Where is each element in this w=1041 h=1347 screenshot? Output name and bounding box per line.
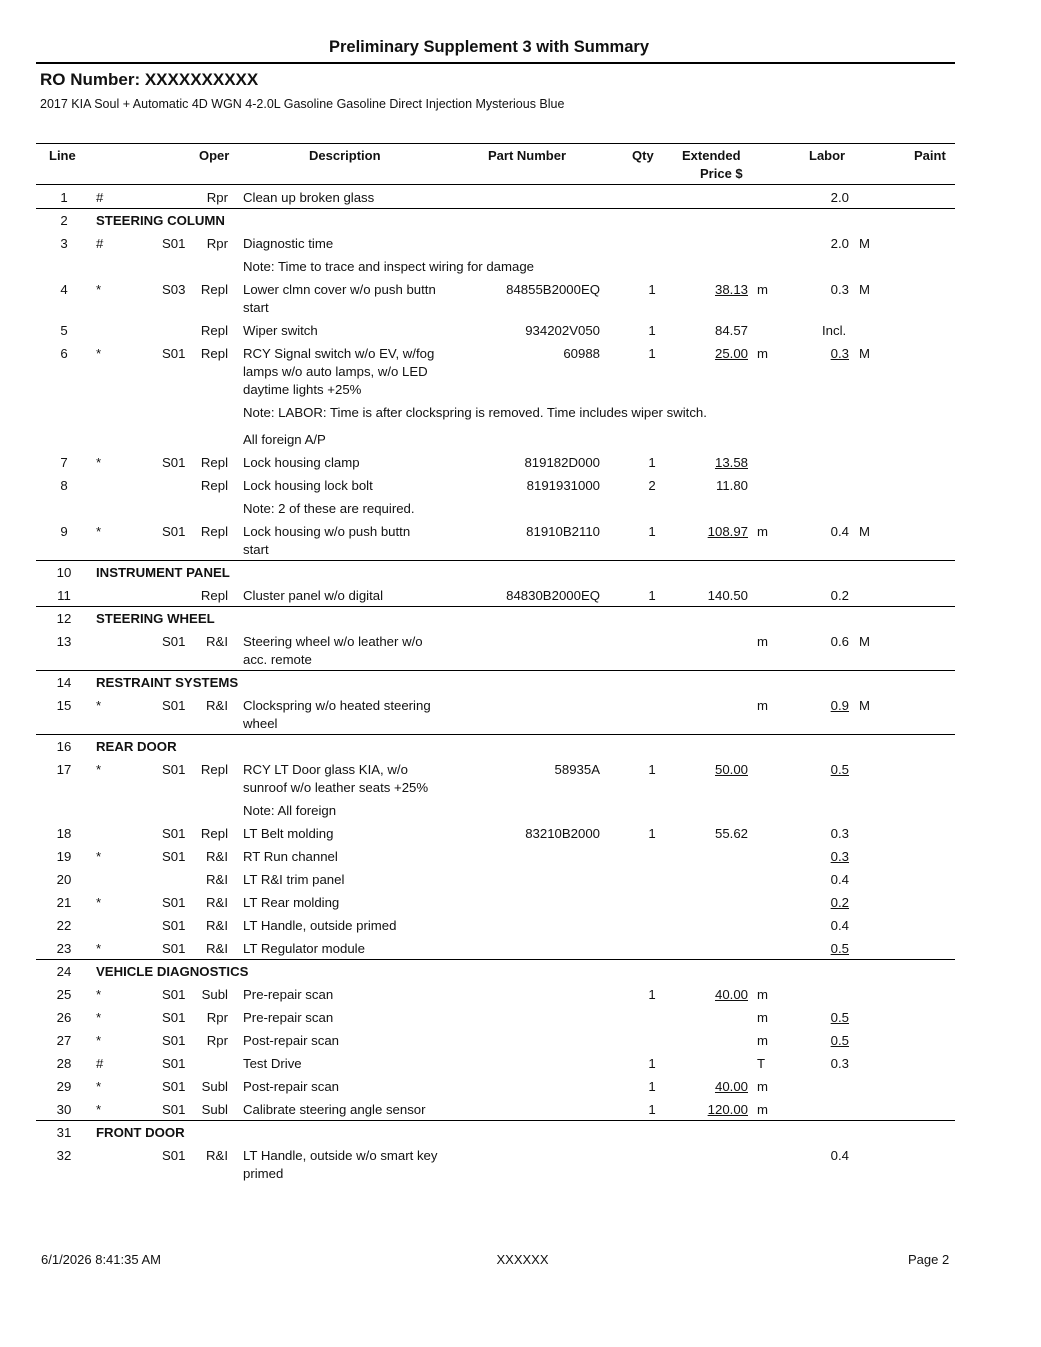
labor-hours: 0.3	[830, 826, 849, 841]
table-top-rule	[36, 143, 955, 144]
line-number: 17	[56, 762, 72, 777]
op-code: S01	[162, 236, 186, 251]
price-flag: m	[757, 1079, 768, 1094]
line-marker: *	[96, 987, 102, 1002]
line-number: 32	[56, 1148, 72, 1163]
price-flag: m	[757, 346, 768, 361]
title-rule	[36, 62, 955, 64]
operation: Rpr	[206, 190, 228, 205]
labor-hours: 0.5	[830, 941, 849, 956]
line-number: 15	[56, 698, 72, 713]
operation: R&I	[206, 634, 228, 649]
line-marker: *	[96, 346, 102, 361]
op-code: S01	[162, 941, 186, 956]
op-code: S01	[162, 634, 186, 649]
operation: R&I	[206, 698, 228, 713]
operation: Rpr	[206, 236, 228, 251]
line-number: 20	[56, 872, 72, 887]
operation: Rpr	[206, 1010, 228, 1025]
section-rule	[36, 1120, 955, 1121]
part-number: 60988	[563, 346, 600, 361]
description: Steering wheel w/o leather w/o acc. remote	[243, 634, 423, 667]
col-header-price: Price $	[700, 166, 743, 181]
operation: Repl	[200, 346, 228, 361]
col-header-oper: Oper	[199, 148, 230, 163]
op-code: S01	[162, 346, 186, 361]
quantity: 1	[648, 588, 656, 603]
part-number: 58935A	[554, 762, 600, 777]
quantity: 2	[648, 478, 656, 493]
operation: R&I	[206, 941, 228, 956]
line-marker: *	[96, 698, 102, 713]
part-number: 81910B2110	[526, 524, 600, 539]
op-code: S01	[162, 1010, 186, 1025]
description: Lock housing w/o push buttn start	[243, 524, 411, 557]
description: Post-repair scan	[243, 1033, 340, 1048]
section-title: REAR DOOR	[96, 739, 177, 754]
description: LT R&I trim panel	[243, 872, 345, 887]
part-number: 84855B2000EQ	[506, 282, 600, 297]
line-number: 3	[60, 236, 68, 251]
line-number: 18	[56, 826, 72, 841]
line-number: 8	[60, 478, 68, 493]
line-number: 21	[56, 895, 72, 910]
line-number: 26	[56, 1010, 72, 1025]
col-header-labor: Labor	[809, 148, 846, 163]
labor-hours: 0.4	[830, 524, 849, 539]
part-number: 83210B2000	[525, 826, 600, 841]
line-marker: #	[96, 236, 104, 251]
operation: R&I	[206, 849, 228, 864]
description: LT Regulator module	[243, 941, 365, 956]
extended-price: 40.00	[714, 987, 748, 1002]
line-number: 16	[56, 739, 72, 754]
extended-price: 140.50	[707, 588, 748, 603]
operation: Repl	[200, 762, 228, 777]
quantity: 1	[648, 524, 656, 539]
labor-flag: M	[859, 698, 870, 713]
section-rule	[36, 670, 955, 671]
labor-hours: 0.3	[830, 346, 849, 361]
note-text: Note: LABOR: Time is after clockspring is removed. Time includes wiper switch.	[243, 405, 707, 420]
quantity: 1	[648, 1102, 656, 1117]
line-number: 13	[56, 634, 72, 649]
operation: R&I	[206, 918, 228, 933]
description: Clockspring w/o heated steering wheel	[243, 698, 431, 731]
quantity: 1	[648, 323, 656, 338]
extended-price: 38.13	[714, 282, 748, 297]
line-number: 22	[56, 918, 72, 933]
labor-flag: M	[859, 282, 870, 297]
extended-price: 50.00	[714, 762, 748, 777]
operation: R&I	[206, 1148, 228, 1163]
labor-hours: 0.3	[830, 849, 849, 864]
description: LT Belt molding	[243, 826, 334, 841]
labor-hours: 0.5	[830, 762, 849, 777]
line-marker: *	[96, 1033, 102, 1048]
line-number: 29	[56, 1079, 72, 1094]
line-number: 12	[56, 611, 72, 626]
description: Lower clmn cover w/o push buttn start	[243, 282, 436, 315]
op-code: S01	[162, 455, 186, 470]
line-marker: *	[96, 1079, 102, 1094]
operation: Repl	[200, 478, 228, 493]
section-title: STEERING WHEEL	[96, 611, 215, 626]
labor-hours: 0.2	[830, 895, 849, 910]
section-rule	[36, 606, 955, 607]
labor-flag: M	[859, 236, 870, 251]
op-code: S01	[162, 849, 186, 864]
operation: Subl	[201, 1079, 228, 1094]
section-rule	[36, 208, 955, 209]
operation: Rpr	[206, 1033, 228, 1048]
description: RCY LT Door glass KIA, w/o sunroof w/o leather seats +25%	[243, 762, 429, 795]
price-flag: m	[757, 1102, 768, 1117]
labor-flag: M	[859, 524, 870, 539]
line-number: 10	[56, 565, 72, 580]
section-title: STEERING COLUMN	[96, 213, 225, 228]
extended-price: 120.00	[707, 1102, 748, 1117]
labor-hours: 0.4	[830, 1148, 849, 1163]
line-marker: *	[96, 849, 102, 864]
part-number: 8191931000	[526, 478, 600, 493]
op-code: S01	[162, 762, 186, 777]
price-flag: m	[757, 634, 768, 649]
op-code: S03	[162, 282, 186, 297]
operation: Repl	[200, 455, 228, 470]
op-code: S01	[162, 698, 186, 713]
operation: R&I	[206, 872, 228, 887]
extended-price: 13.58	[714, 455, 748, 470]
operation: Repl	[200, 323, 228, 338]
part-number: 934202V050	[525, 323, 600, 338]
extended-price: 25.00	[714, 346, 748, 361]
extended-price: 108.97	[707, 524, 748, 539]
op-code: S01	[162, 918, 186, 933]
section-title: RESTRAINT SYSTEMS	[96, 675, 239, 690]
op-code: S01	[162, 826, 186, 841]
description: RCY Signal switch w/o EV, w/fog lamps w/o auto lamps, w/o LED daytime lights +25%	[243, 346, 435, 397]
line-number: 6	[60, 346, 68, 361]
price-flag: m	[757, 1033, 768, 1048]
labor-hours: 0.5	[830, 1010, 849, 1025]
line-number: 28	[56, 1056, 72, 1071]
description: Wiper switch	[243, 323, 318, 338]
price-flag: m	[757, 1010, 768, 1025]
line-number: 2	[60, 213, 68, 228]
labor-hours: 0.4	[830, 918, 849, 933]
page-title: Preliminary Supplement 3 with Summary	[328, 38, 649, 56]
description: Pre-repair scan	[243, 1010, 334, 1025]
footer-timestamp: 6/1/2026 8:41:35 AM	[41, 1252, 161, 1267]
labor-hours: 2.0	[830, 190, 849, 205]
quantity: 1	[648, 762, 656, 777]
line-marker: #	[96, 1056, 104, 1071]
part-number: 84830B2000EQ	[506, 588, 600, 603]
labor-flag: M	[859, 346, 870, 361]
labor-hours: 0.4	[830, 872, 849, 887]
section-title: FRONT DOOR	[96, 1125, 185, 1140]
labor-flag: M	[859, 634, 870, 649]
operation: Repl	[200, 826, 228, 841]
description: Cluster panel w/o digital	[243, 588, 384, 603]
operation: Repl	[200, 524, 228, 539]
labor-hours: 0.6	[830, 634, 849, 649]
col-header-part-number: Part Number	[488, 148, 567, 163]
line-number: 19	[56, 849, 72, 864]
operation: Repl	[200, 588, 228, 603]
op-code: S01	[162, 1102, 186, 1117]
quantity: 1	[648, 826, 656, 841]
labor-hours: 0.3	[830, 282, 849, 297]
line-marker: *	[96, 282, 102, 297]
col-header-qty: Qty	[632, 148, 654, 163]
line-number: 4	[60, 282, 68, 297]
description: Test Drive	[243, 1056, 302, 1071]
line-number: 30	[56, 1102, 72, 1117]
operation: Subl	[201, 1102, 228, 1117]
line-marker: *	[96, 1102, 102, 1117]
line-number: 1	[60, 190, 68, 205]
col-header-extended: Extended	[682, 148, 741, 163]
price-flag: m	[757, 282, 768, 297]
extended-price: 84.57	[714, 323, 748, 338]
line-number: 7	[60, 455, 68, 470]
section-rule	[36, 560, 955, 561]
operation: Subl	[201, 987, 228, 1002]
note-text: Note: Time to trace and inspect wiring for damage	[243, 259, 535, 274]
op-code: S01	[162, 524, 186, 539]
quantity: 1	[648, 346, 656, 361]
quantity: 1	[648, 1056, 656, 1071]
quantity: 1	[648, 455, 656, 470]
description: Post-repair scan	[243, 1079, 340, 1094]
op-code: S01	[162, 987, 186, 1002]
line-marker: *	[96, 524, 102, 539]
col-header-paint: Paint	[914, 148, 946, 163]
line-marker: #	[96, 190, 104, 205]
extended-price: 55.62	[714, 826, 748, 841]
section-title: INSTRUMENT PANEL	[96, 565, 230, 580]
price-flag: m	[757, 698, 768, 713]
labor-hours: 2.0	[830, 236, 849, 251]
description: LT Handle, outside primed	[243, 918, 397, 933]
footer-center: XXXXXX	[496, 1252, 549, 1267]
section-title: VEHICLE DIAGNOSTICS	[96, 964, 249, 979]
operation: R&I	[206, 895, 228, 910]
description: Lock housing lock bolt	[243, 478, 373, 493]
ro-number: RO Number: XXXXXXXXXX	[40, 70, 259, 89]
vehicle-description: 2017 KIA Soul + Automatic 4D WGN 4-2.0L Gasoline Gasoline Direct Injection Mysterious Blue	[40, 97, 565, 111]
quantity: 1	[648, 1079, 656, 1094]
op-code: S01	[162, 1056, 186, 1071]
quantity: 1	[648, 282, 656, 297]
part-number: 819182D000	[524, 455, 600, 470]
operation: Repl	[200, 282, 228, 297]
line-number: 5	[60, 323, 68, 338]
col-header-line: Line	[49, 148, 76, 163]
line-number: 25	[56, 987, 72, 1002]
line-number: 9	[60, 524, 68, 539]
description: Diagnostic time	[243, 236, 334, 251]
op-code: S01	[162, 1079, 186, 1094]
section-rule	[36, 959, 955, 960]
description: Calibrate steering angle sensor	[243, 1102, 426, 1117]
description: Clean up broken glass	[243, 190, 375, 205]
op-code: S01	[162, 1148, 186, 1163]
line-number: 24	[56, 964, 72, 979]
labor-hours: 0.2	[830, 588, 849, 603]
quantity: 1	[648, 987, 656, 1002]
footer-page: Page 2	[908, 1252, 950, 1267]
op-code: S01	[162, 1033, 186, 1048]
line-marker: *	[96, 455, 102, 470]
line-number: 11	[57, 588, 71, 603]
section-rule	[36, 734, 955, 735]
line-marker: *	[96, 941, 102, 956]
description: Lock housing clamp	[243, 455, 360, 470]
description: LT Handle, outside w/o smart key primed	[243, 1148, 438, 1181]
line-marker: *	[96, 1010, 102, 1025]
description: Pre-repair scan	[243, 987, 334, 1002]
line-number: 31	[56, 1125, 72, 1140]
line-marker: *	[96, 895, 102, 910]
labor-hours: 0.9	[830, 698, 849, 713]
labor-hours: Incl.	[822, 323, 847, 338]
price-flag: T	[757, 1056, 766, 1071]
description: RT Run channel	[243, 849, 338, 864]
description: LT Rear molding	[243, 895, 340, 910]
labor-hours: 0.5	[830, 1033, 849, 1048]
header-bottom-rule	[36, 184, 955, 185]
line-number: 27	[56, 1033, 72, 1048]
price-flag: m	[757, 987, 768, 1002]
extended-price: 11.80	[715, 478, 748, 493]
col-header-description: Description	[309, 148, 381, 163]
op-code: S01	[162, 895, 186, 910]
extended-price: 40.00	[714, 1079, 748, 1094]
note-text: Note: 2 of these are required.	[243, 501, 415, 516]
line-marker: *	[96, 762, 102, 777]
line-number: 14	[56, 675, 72, 690]
note-text: All foreign A/P	[243, 432, 326, 447]
line-number: 23	[56, 941, 72, 956]
labor-hours: 0.3	[830, 1056, 849, 1071]
note-text: Note: All foreign	[243, 803, 337, 818]
price-flag: m	[757, 524, 768, 539]
